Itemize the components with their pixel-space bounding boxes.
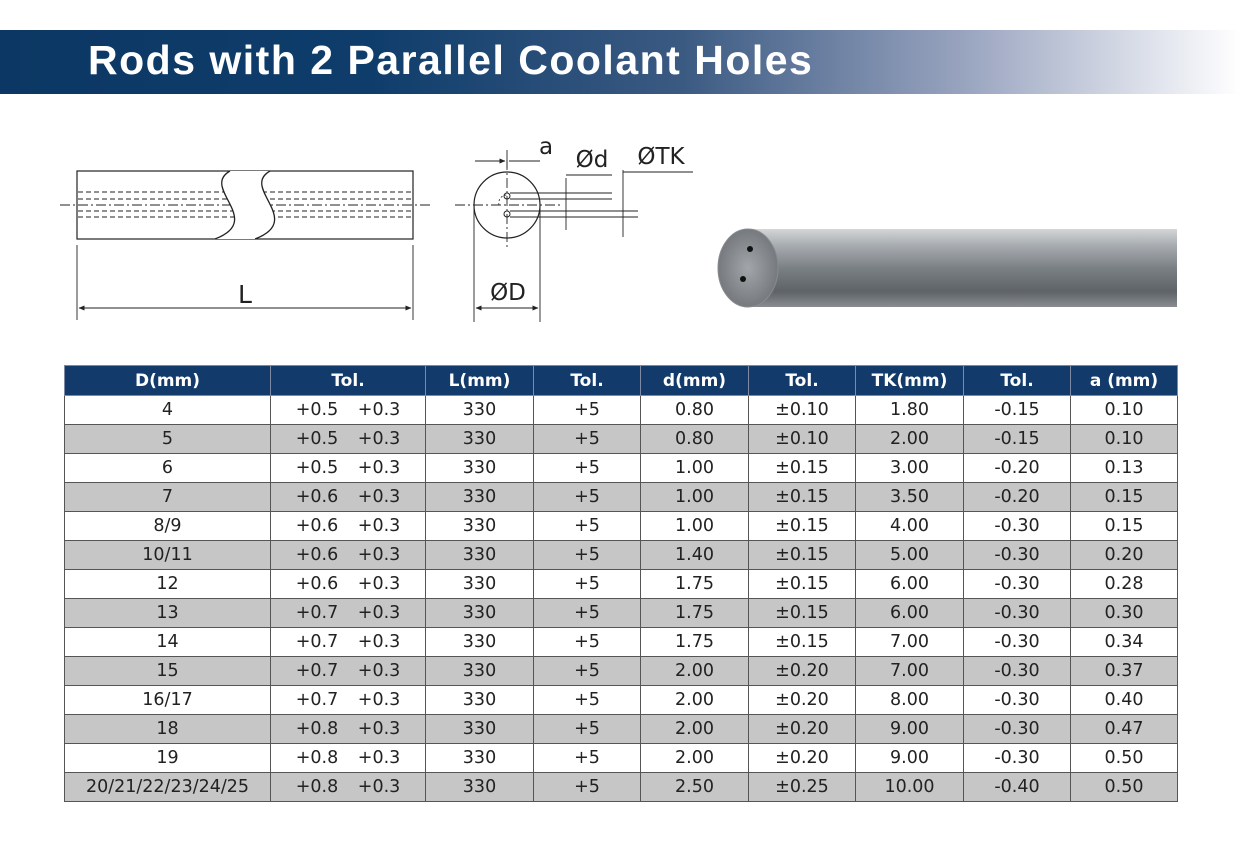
cell-tol-d: +0.7 +0.3 bbox=[271, 686, 426, 715]
cell-tk: 7.00 bbox=[856, 657, 964, 686]
title-banner bbox=[0, 30, 1241, 94]
cell-tol-d: +0.6 +0.3 bbox=[271, 541, 426, 570]
table-row bbox=[65, 628, 1178, 657]
cell-tol-d: +0.6 +0.3 bbox=[271, 570, 426, 599]
cell-tol-d: +0.8 +0.3 bbox=[271, 773, 426, 802]
cell-tol-hole: ±0.15 bbox=[749, 512, 856, 541]
cell-tol-hole: ±0.20 bbox=[749, 715, 856, 744]
cell-tol-tk: -0.30 bbox=[964, 570, 1071, 599]
cell-a: 0.34 bbox=[1071, 628, 1178, 657]
cell-tk: 4.00 bbox=[856, 512, 964, 541]
cell-a: 0.47 bbox=[1071, 715, 1178, 744]
cell-d-outer: 16/17 bbox=[65, 686, 271, 715]
cell-tk: 8.00 bbox=[856, 686, 964, 715]
cell-tol-d: +0.6 +0.3 bbox=[271, 483, 426, 512]
cell-a: 0.50 bbox=[1071, 773, 1178, 802]
cell-length: 330 bbox=[426, 773, 534, 802]
table-row bbox=[65, 454, 1178, 483]
cell-tk: 3.00 bbox=[856, 454, 964, 483]
table-row bbox=[65, 425, 1178, 454]
cell-d-outer: 6 bbox=[65, 454, 271, 483]
cell-tol-tk: -0.30 bbox=[964, 599, 1071, 628]
cell-tol-tk: -0.30 bbox=[964, 628, 1071, 657]
table-header-row bbox=[65, 366, 1178, 396]
table-row bbox=[65, 686, 1178, 715]
cell-tol-tk: -0.20 bbox=[964, 454, 1071, 483]
cell-d-outer: 19 bbox=[65, 744, 271, 773]
cell-a: 0.13 bbox=[1071, 454, 1178, 483]
cell-length: 330 bbox=[426, 599, 534, 628]
length-label: L bbox=[238, 280, 252, 309]
cell-tk: 9.00 bbox=[856, 744, 964, 773]
cell-length: 330 bbox=[426, 541, 534, 570]
cell-length: 330 bbox=[426, 715, 534, 744]
col-header-tol: Tol. bbox=[271, 366, 426, 396]
cell-a: 0.15 bbox=[1071, 512, 1178, 541]
cell-tol-tk: -0.30 bbox=[964, 541, 1071, 570]
cell-tol-l: +5 bbox=[534, 773, 641, 802]
col-header-d-hole: d(mm) bbox=[641, 366, 749, 396]
cell-d-hole: 2.50 bbox=[641, 773, 749, 802]
cell-tk: 3.50 bbox=[856, 483, 964, 512]
cell-d-outer: 13 bbox=[65, 599, 271, 628]
cell-tol-tk: -0.20 bbox=[964, 483, 1071, 512]
col-header-a: a (mm) bbox=[1071, 366, 1178, 396]
outer-diameter-label: ØD bbox=[490, 280, 526, 306]
hole-diameter-label: Ød bbox=[575, 147, 609, 173]
specs-table bbox=[64, 365, 1178, 802]
cell-d-hole: 1.40 bbox=[641, 541, 749, 570]
cell-length: 330 bbox=[426, 686, 534, 715]
cell-tol-hole: ±0.15 bbox=[749, 483, 856, 512]
cell-d-hole: 2.00 bbox=[641, 715, 749, 744]
cell-tol-tk: -0.15 bbox=[964, 396, 1071, 425]
cell-a: 0.15 bbox=[1071, 483, 1178, 512]
cell-a: 0.50 bbox=[1071, 744, 1178, 773]
cell-tol-l: +5 bbox=[534, 628, 641, 657]
cell-tol-l: +5 bbox=[534, 657, 641, 686]
table-body bbox=[65, 396, 1178, 802]
table-row bbox=[65, 715, 1178, 744]
cell-a: 0.10 bbox=[1071, 396, 1178, 425]
cell-tol-tk: -0.40 bbox=[964, 773, 1071, 802]
cell-a: 0.20 bbox=[1071, 541, 1178, 570]
cell-tol-d: +0.5 +0.3 bbox=[271, 454, 426, 483]
cell-length: 330 bbox=[426, 454, 534, 483]
cell-tol-hole: ±0.20 bbox=[749, 657, 856, 686]
cell-tol-l: +5 bbox=[534, 686, 641, 715]
rod-photo bbox=[716, 227, 1177, 309]
cell-tol-d: +0.5 +0.3 bbox=[271, 396, 426, 425]
cell-d-hole: 0.80 bbox=[641, 425, 749, 454]
cell-d-hole: 1.75 bbox=[641, 570, 749, 599]
col-header-length: L(mm) bbox=[426, 366, 534, 396]
col-header-tol: Tol. bbox=[534, 366, 641, 396]
cell-length: 330 bbox=[426, 657, 534, 686]
cell-d-hole: 1.00 bbox=[641, 512, 749, 541]
cell-tol-tk: -0.30 bbox=[964, 657, 1071, 686]
cell-d-outer: 10/11 bbox=[65, 541, 271, 570]
cell-d-outer: 15 bbox=[65, 657, 271, 686]
cell-a: 0.40 bbox=[1071, 686, 1178, 715]
cell-a: 0.37 bbox=[1071, 657, 1178, 686]
cell-d-hole: 1.75 bbox=[641, 628, 749, 657]
cell-tol-d: +0.6 +0.3 bbox=[271, 512, 426, 541]
cell-tk: 6.00 bbox=[856, 570, 964, 599]
cell-tk: 1.80 bbox=[856, 396, 964, 425]
cell-tol-tk: -0.30 bbox=[964, 715, 1071, 744]
cell-tol-l: +5 bbox=[534, 425, 641, 454]
cell-tk: 9.00 bbox=[856, 715, 964, 744]
cell-tol-l: +5 bbox=[534, 483, 641, 512]
cell-d-outer: 7 bbox=[65, 483, 271, 512]
coolant-hole-dot bbox=[740, 276, 746, 282]
coolant-hole-dot bbox=[747, 246, 753, 252]
cell-d-hole: 2.00 bbox=[641, 657, 749, 686]
cell-tk: 2.00 bbox=[856, 425, 964, 454]
table-row bbox=[65, 541, 1178, 570]
cell-d-outer: 8/9 bbox=[65, 512, 271, 541]
table-row bbox=[65, 744, 1178, 773]
cell-a: 0.30 bbox=[1071, 599, 1178, 628]
cell-length: 330 bbox=[426, 396, 534, 425]
cell-tk: 10.00 bbox=[856, 773, 964, 802]
cell-d-outer: 12 bbox=[65, 570, 271, 599]
cell-tol-l: +5 bbox=[534, 541, 641, 570]
cell-tol-hole: ±0.15 bbox=[749, 541, 856, 570]
cell-tk: 7.00 bbox=[856, 628, 964, 657]
table-row bbox=[65, 657, 1178, 686]
cell-length: 330 bbox=[426, 425, 534, 454]
cell-d-hole: 2.00 bbox=[641, 686, 749, 715]
cell-tol-l: +5 bbox=[534, 715, 641, 744]
cell-tol-hole: ±0.10 bbox=[749, 425, 856, 454]
cell-d-outer: 4 bbox=[65, 396, 271, 425]
cell-tol-d: +0.7 +0.3 bbox=[271, 657, 426, 686]
cell-tol-tk: -0.30 bbox=[964, 686, 1071, 715]
cell-tol-d: +0.7 +0.3 bbox=[271, 599, 426, 628]
cell-a: 0.28 bbox=[1071, 570, 1178, 599]
cell-length: 330 bbox=[426, 512, 534, 541]
table-row bbox=[65, 773, 1178, 802]
cell-tk: 5.00 bbox=[856, 541, 964, 570]
cell-tol-hole: ±0.20 bbox=[749, 744, 856, 773]
cell-d-hole: 2.00 bbox=[641, 744, 749, 773]
cell-tol-d: +0.5 +0.3 bbox=[271, 425, 426, 454]
table-row bbox=[65, 599, 1178, 628]
cell-tol-d: +0.8 +0.3 bbox=[271, 744, 426, 773]
cell-tol-l: +5 bbox=[534, 454, 641, 483]
cell-length: 330 bbox=[426, 744, 534, 773]
col-header-tol: Tol. bbox=[749, 366, 856, 396]
cell-tol-d: +0.8 +0.3 bbox=[271, 715, 426, 744]
table-row bbox=[65, 483, 1178, 512]
cell-tk: 6.00 bbox=[856, 599, 964, 628]
cell-a: 0.10 bbox=[1071, 425, 1178, 454]
pitch-circle-label: ØTK bbox=[637, 144, 685, 170]
cell-tol-d: +0.7 +0.3 bbox=[271, 628, 426, 657]
cell-d-hole: 1.00 bbox=[641, 483, 749, 512]
cell-tol-hole: ±0.15 bbox=[749, 570, 856, 599]
page-title: Rods with 2 Parallel Coolant Holes bbox=[88, 37, 814, 83]
cell-d-hole: 0.80 bbox=[641, 396, 749, 425]
cell-tol-hole: ±0.15 bbox=[749, 599, 856, 628]
cell-tol-l: +5 bbox=[534, 599, 641, 628]
cell-tol-hole: ±0.10 bbox=[749, 396, 856, 425]
cell-tol-hole: ±0.15 bbox=[749, 454, 856, 483]
table-row bbox=[65, 570, 1178, 599]
col-header-tol: Tol. bbox=[964, 366, 1071, 396]
table-row bbox=[65, 512, 1178, 541]
cell-tol-l: +5 bbox=[534, 744, 641, 773]
cell-d-outer: 5 bbox=[65, 425, 271, 454]
cell-length: 330 bbox=[426, 483, 534, 512]
cell-d-outer: 20/21/22/23/24/25 bbox=[65, 773, 271, 802]
cell-d-hole: 1.00 bbox=[641, 454, 749, 483]
offset-label: a bbox=[538, 134, 554, 160]
cell-tol-l: +5 bbox=[534, 570, 641, 599]
cell-d-outer: 14 bbox=[65, 628, 271, 657]
cell-tol-tk: -0.15 bbox=[964, 425, 1071, 454]
col-header-tk: TK(mm) bbox=[856, 366, 964, 396]
cell-d-hole: 1.75 bbox=[641, 599, 749, 628]
cell-d-outer: 18 bbox=[65, 715, 271, 744]
cell-tol-tk: -0.30 bbox=[964, 512, 1071, 541]
cell-tol-l: +5 bbox=[534, 396, 641, 425]
cell-tol-tk: -0.30 bbox=[964, 744, 1071, 773]
cell-tol-hole: ±0.25 bbox=[749, 773, 856, 802]
cell-length: 330 bbox=[426, 628, 534, 657]
cell-tol-hole: ±0.20 bbox=[749, 686, 856, 715]
cell-tol-l: +5 bbox=[534, 512, 641, 541]
cell-tol-hole: ±0.15 bbox=[749, 628, 856, 657]
col-header-d-outer: D(mm) bbox=[65, 366, 271, 396]
table-row bbox=[65, 396, 1178, 425]
cell-length: 330 bbox=[426, 570, 534, 599]
